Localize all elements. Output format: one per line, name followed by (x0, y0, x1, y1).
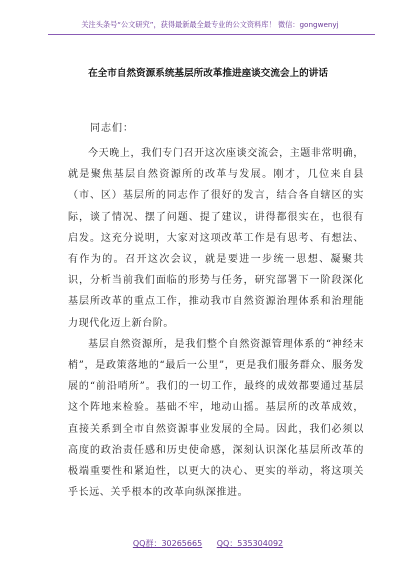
paragraph-1: 今天晚上，我们专门召开这次座谈交流会，主题非常明确，就是聚焦基层自然资源所的改革与发展。刚才，几位来自县（市、区）基层所的同志作了很好的发言，结合各自辖区的实际，谈了情况、摆了问题、提了建议，讲得都很实在，也很有启发。这充分说明，大家对这项改革工作是有思考、有想法、有作为的。召开这次会议，就是要进一步统一思想、凝聚共识，分析当前我们面临的形势与任务，研究部署下一阶段深化基层所改革的重点工作，推动我市自然资源治理体系和治理能力现代化迈上新台阶。 (68, 148, 364, 329)
salutation: 同志们： (90, 123, 134, 134)
footer-qq-group: QQ群：30265665 (132, 539, 203, 548)
footer-qq-number: QQ：535304092 (216, 539, 284, 548)
paragraph-2: 基层自然资源所，是我们整个自然资源管理体系的“神经末梢”，是政策落地的“最后一公里”，更是我们服务群众、服务发展的“前沿哨所”。我们的一切工作，最终的成效都要通过基层这个阵地来检验。基础不牢，地动山摇。基层所的改革成效，直接关系到全市自然资源事业发展的全局。因此，我们必须以高度的政治责任感和历史使命感，深刻认识深化基层所改革的极端重要性和紧迫性，以更大的决心、更实的举动，将这项关乎长远、关乎根本的改革向纵深推进。 (68, 338, 364, 499)
header-note: 关注头条号“公文研究”，获得最新最全最专业的公文资料库！ 微信：gongwenyj (81, 20, 339, 29)
header-divider (48, 34, 375, 35)
document-body (68, 118, 364, 503)
document-title: 在全市自然资源系统基层所改革推进座谈交流会上的讲话 (88, 68, 328, 79)
footer-contact (48, 538, 368, 549)
